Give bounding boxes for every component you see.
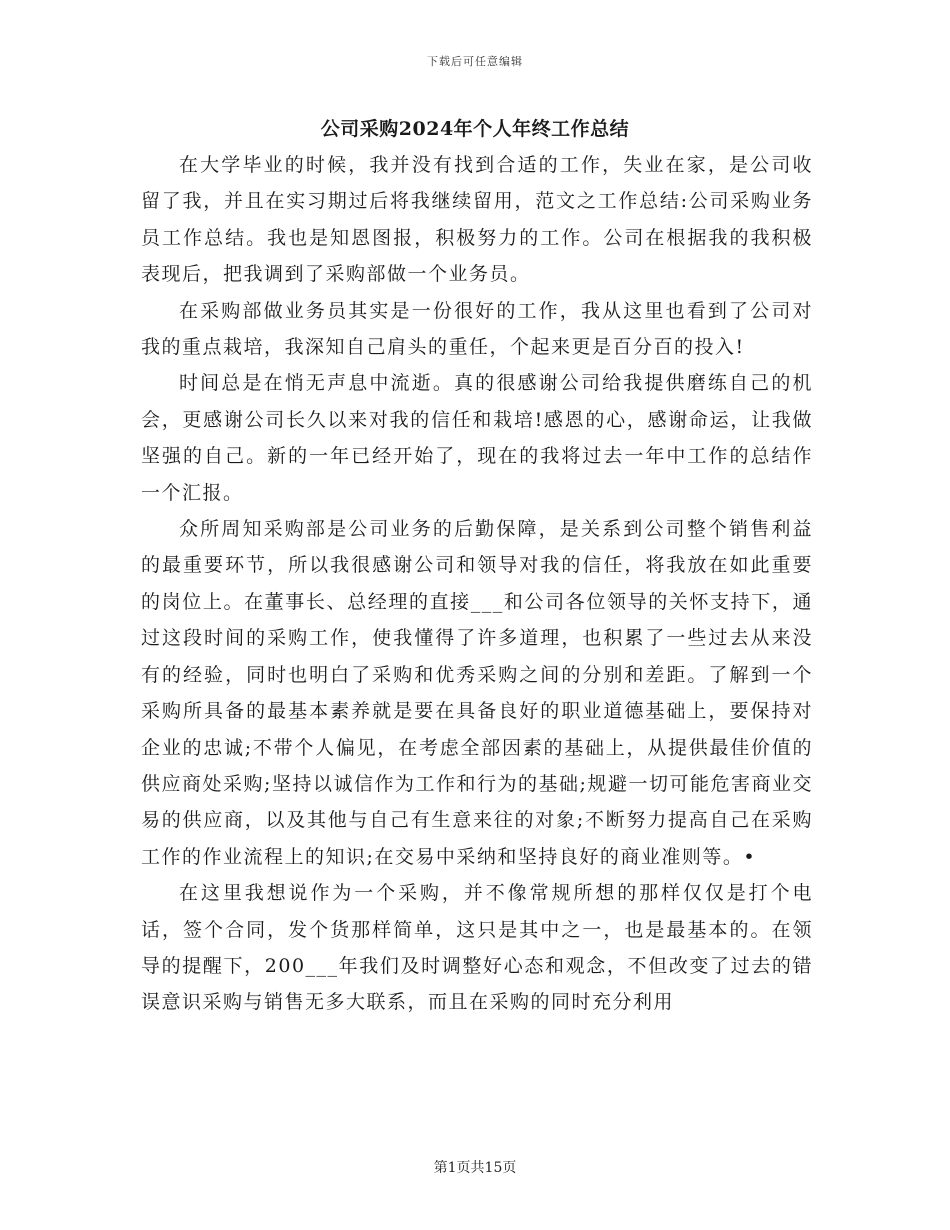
page-header-note: 下载后可任意编辑 — [427, 55, 523, 68]
document-body — [141, 147, 813, 1021]
page-number-footer: 第1页共15页 — [433, 1160, 517, 1176]
paragraph-3: 时间总是在悄无声息中流逝。真的很感谢公司给我提供磨练自己的机会，更感谢公司长久以来对我的信任和栽培!感恩的心，感谢命运，让我做坚强的自己。新的一年已经开始了，现在的我将过去一年中工作的总结作一个汇报。 — [141, 372, 813, 504]
paragraph-4: 众所周知采购部是公司业务的后勤保障，是关系到公司整个销售利益的最重要环节，所以我很感谢公司和领导对我的信任，将我放在如此重要的岗位上。在董事长、总经理的直接___和公司各位领导的关怀支持下，通过这段时间的采购工作，使我懂得了许多道理，也积累了一些过去从来没有的经验，同时也明白了采购和优秀采购之间的分别和差距。了解到一个采购所具备的最基本素养就是要在具备良好的职业道德基础上，要保持对企业的忠诚;不带个人偏见，在考虑全部因素的基础上，从提供最佳价值的供应商处采购;坚持以诚信作为工作和行为的基础;规避一切可能危害商业交易的供应商，以及其他与自己有生意来往的对象;不断努力提高自己在采购工作的作业流程上的知识;在交易中采纳和坚持良好的商业准则等。• — [141, 518, 813, 868]
paragraph-2: 在采购部做业务员其实是一份很好的工作，我从这里也看到了公司对我的重点栽培，我深知自己肩头的重任，个起来更是百分百的投入! — [141, 299, 813, 359]
document-title: 公司采购2024年个人年终工作总结 — [320, 118, 630, 140]
paragraph-1: 在大学毕业的时候，我并没有找到合适的工作，失业在家，是公司收留了我，并且在实习期过后将我继续留用，范文之工作总结:公司采购业务员工作总结。我也是知恩图报，积极努力的工作。公司在根据我的我积极表现后，把我调到了采购部做一个业务员。 — [141, 154, 813, 286]
paragraph-5: 在这里我想说作为一个采购，并不像常规所想的那样仅仅是打个电话，签个合同，发个货那样简单，这只是其中之一，也是最基本的。在领导的提醒下，200___年我们及时调整好心态和观念，不但改变了过去的错误意识采购与销售无多大联系，而且在采购的同时充分利用 — [141, 882, 813, 1014]
